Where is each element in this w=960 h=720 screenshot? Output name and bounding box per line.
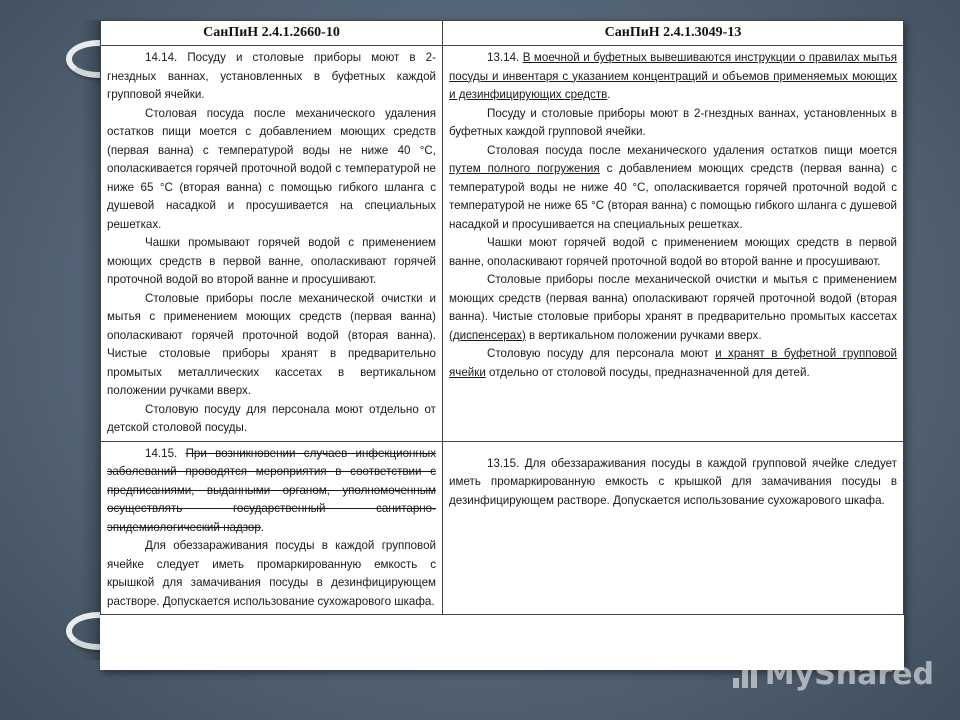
watermark-text: MyShared	[764, 657, 934, 692]
underlined-text: путем полного погружения	[449, 162, 600, 175]
watermark	[733, 657, 934, 692]
text-run: .	[607, 88, 611, 101]
comparison-table	[100, 20, 904, 615]
text-run: .	[260, 520, 265, 534]
cell-3049-13-14	[443, 46, 904, 442]
left-column-title: СанПиН 2.4.1.2660-10	[101, 21, 443, 46]
paragraph	[449, 271, 897, 345]
text-run: Столовая посуда после механического удаления остатков пищи моется	[487, 143, 897, 157]
paragraph: Столовую посуду для персонала моют отдельно от детской столовой посуды.	[107, 402, 436, 434]
text-run: Столовые приборы после механической очистки и мытья с применением моющих средств (первая ванна) ополаскивают горячей проточной водой (вторая ванна). Чистые столовые приборы хранят в предварительно промытых кассетах	[449, 273, 897, 323]
right-column-title: СанПиН 2.4.1.3049-13	[443, 21, 904, 46]
paragraph: Чашки моют горячей водой с применением моющих средств в первой ванне, ополаскивают горячей проточной водой во второй ванне и просушивают.	[449, 236, 897, 268]
paragraph: 13.15. Для обеззараживания посуды в каждой групповой ячейке следует иметь промаркированную емкость с крышкой для замачивания посуды в дезинфицирующем растворе. Допускается использование сухожарового шкафа.	[449, 456, 897, 507]
underlined-text: (диспенсерах)	[449, 328, 526, 342]
text-run: 13.14.	[487, 51, 523, 64]
text-run: 14.15.	[145, 446, 186, 460]
underlined-text: В моечной и буфетных вывешиваются инструкции о правилах мытья посуды и инвентаря с указанием концентраций и объемов применяемых моющих и дезинфицирующих средств	[449, 51, 897, 101]
bar-chart-icon	[733, 662, 759, 688]
text-run: с добавлением моющих средств (первая ванна) с температурой воды не ниже 40 °C, ополаскивается горячей проточной водой с температурой не ниже 65 °C (вторая ванна) с помощью гибкого шланга с душевой насадкой и просушивается на специальных решетках.	[449, 162, 897, 231]
paragraph	[449, 49, 897, 105]
header-row	[101, 21, 904, 46]
table-row	[101, 46, 904, 442]
paragraph: Посуду и столовые приборы моют в 2-гнездных ваннах, установленных в буфетных каждой групповой ячейки.	[449, 106, 897, 138]
cell-spacer	[449, 445, 897, 455]
underlined-text: и хранят в буфетной групповой ячейки	[449, 347, 897, 379]
cell-3049-13-15	[443, 441, 904, 615]
binder-shadow	[80, 20, 102, 660]
paragraph: Столовые приборы после механической очистки и мытья с применением моющих средств (первая ванна) ополаскивают горячей проточной водой (вторая ванна). Чистые столовые приборы хранят в предварительно промытых металлических кассетах в вертикальном положении ручками вверх.	[107, 291, 436, 397]
paragraph	[107, 445, 436, 538]
struck-text: При возникновении случаев инфекционных заболеваний проводятся мероприятия в соответствии с предписаниями, выданными органом, уполномоченным осуществлять государственный санитарно-эпидемиологический надзор	[107, 446, 436, 534]
cell-2660-14-15	[101, 441, 443, 615]
text-run: Столовую посуду для персонала моют	[487, 347, 716, 360]
paragraph: Чашки промывают горячей водой с применением моющих средств в первой ванне, ополаскивают горячей проточной водой во второй ванне и просушивают.	[107, 236, 436, 286]
table-row	[101, 441, 904, 615]
cell-2660-14-14	[101, 46, 443, 442]
paragraph: 14.14. Посуду и столовые приборы моют в 2-гнездных ваннах, установленных в буфетных каждой групповой ячейки.	[107, 51, 436, 101]
document-sheet	[100, 20, 904, 670]
paragraph: Для обеззараживания посуды в каждой групповой ячейке следует иметь промаркированную емкость с крышкой для замачивания посуды в дезинфицирующем растворе. Допускается использование сухожарового шкафа.	[107, 539, 436, 608]
paragraph: Столовая посуда после механического удаления остатков пищи моется с добавлением моющих средств (первая ванна) с температурой воды не ниже 40 °C, ополаскивается горячей проточной водой с температурой не ниже 65 °C (вторая ванна) с помощью гибкого шланга с душевой насадкой и просушивается на специальных решетках.	[107, 106, 436, 231]
paragraph	[449, 345, 897, 382]
text-run: в вертикальном положении ручками вверх.	[525, 328, 762, 342]
paragraph	[449, 142, 897, 235]
text-run: отдельно от столовой посуды, предназначенной для детей.	[485, 365, 810, 379]
